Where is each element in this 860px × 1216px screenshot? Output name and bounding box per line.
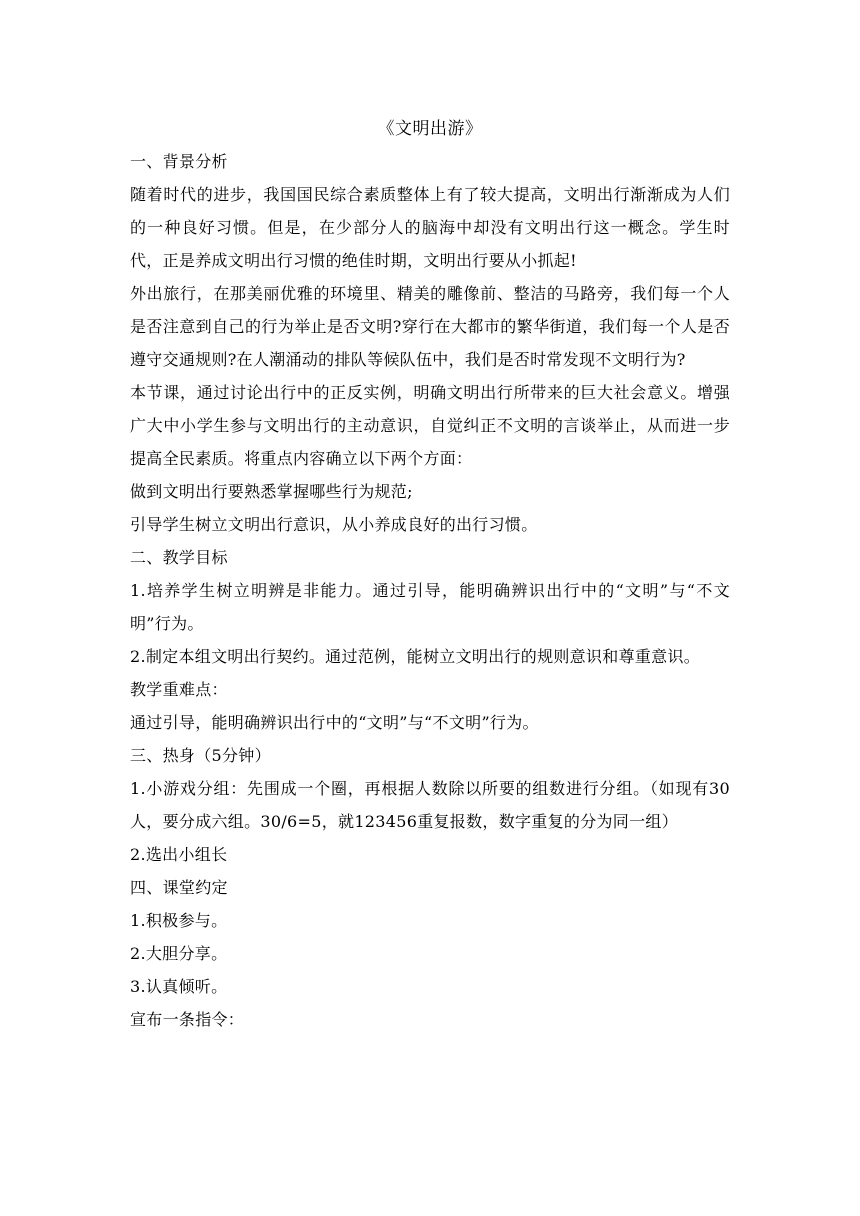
heading-key-points: 教学重难点： xyxy=(130,680,228,699)
paragraph-rule-2: 2.大胆分享。 xyxy=(130,944,228,963)
paragraph-goal-2: 2.制定本组文明出行契约。通过范例，能树立文明出行的规则意识和尊重意识。 xyxy=(130,647,701,666)
paragraph-warmup-2: 2.选出小组长 xyxy=(130,845,228,864)
paragraph-point-1: 做到文明出行要熟悉掌握哪些行为规范; xyxy=(130,482,413,501)
paragraph-key-point: 通过引导，能明确辨识出行中的“文明”与“不文明”行为。 xyxy=(130,713,539,732)
document-title: 《文明出游》 xyxy=(377,119,483,139)
paragraph-warmup-1: 1.小游戏分组：先围成一个圈，再根据人数除以所要的组数进行分组。（如现有30人，要分成六组。30/6=5，就123456重复报数，数字重复的分为同一组） xyxy=(130,779,730,831)
heading-rules: 四、课堂约定 xyxy=(130,878,228,897)
heading-warmup: 三、热身（5分钟） xyxy=(130,746,271,765)
paragraph-rule-1: 1.积极参与。 xyxy=(130,911,228,930)
heading-background: 一、背景分析 xyxy=(130,152,228,171)
paragraph-travel: 外出旅行，在那美丽优雅的环境里、精美的雕像前、整洁的马路旁，我们每一个人是否注意到自己的行为举止是否文明?穿行在大都市的繁华街道，我们每一个人是否遵守交通规则?在人潮涌动的排队等候队伍中，我们是否时常发现不文明行为? xyxy=(130,284,730,369)
paragraph-goal-1: 1.培养学生树立明辨是非能力。通过引导，能明确辨识出行中的“文明”与“不文明”行为。 xyxy=(130,581,730,633)
paragraph-point-2: 引导学生树立文明出行意识，从小养成良好的出行习惯。 xyxy=(130,515,538,534)
document-body xyxy=(130,113,730,1036)
paragraph-intro: 随着时代的进步，我国国民综合素质整体上有了较大提高，文明出行渐渐成为人们的一种良好习惯。但是，在少部分人的脑海中却没有文明出行这一概念。学生时代，正是养成文明出行习惯的绝佳时期，文明出行要从小抓起! xyxy=(130,185,730,270)
paragraph-instruction: 宣布一条指令： xyxy=(130,1010,245,1029)
paragraph-lesson: 本节课，通过讨论出行中的正反实例，明确文明出行所带来的巨大社会意义。增强广大中小学生参与文明出行的主动意识，自觉纠正不文明的言谈举止，从而进一步提高全民素质。将重点内容确立以下两个方面： xyxy=(130,383,730,468)
heading-goals: 二、教学目标 xyxy=(130,548,228,567)
paragraph-rule-3: 3.认真倾听。 xyxy=(130,977,228,996)
